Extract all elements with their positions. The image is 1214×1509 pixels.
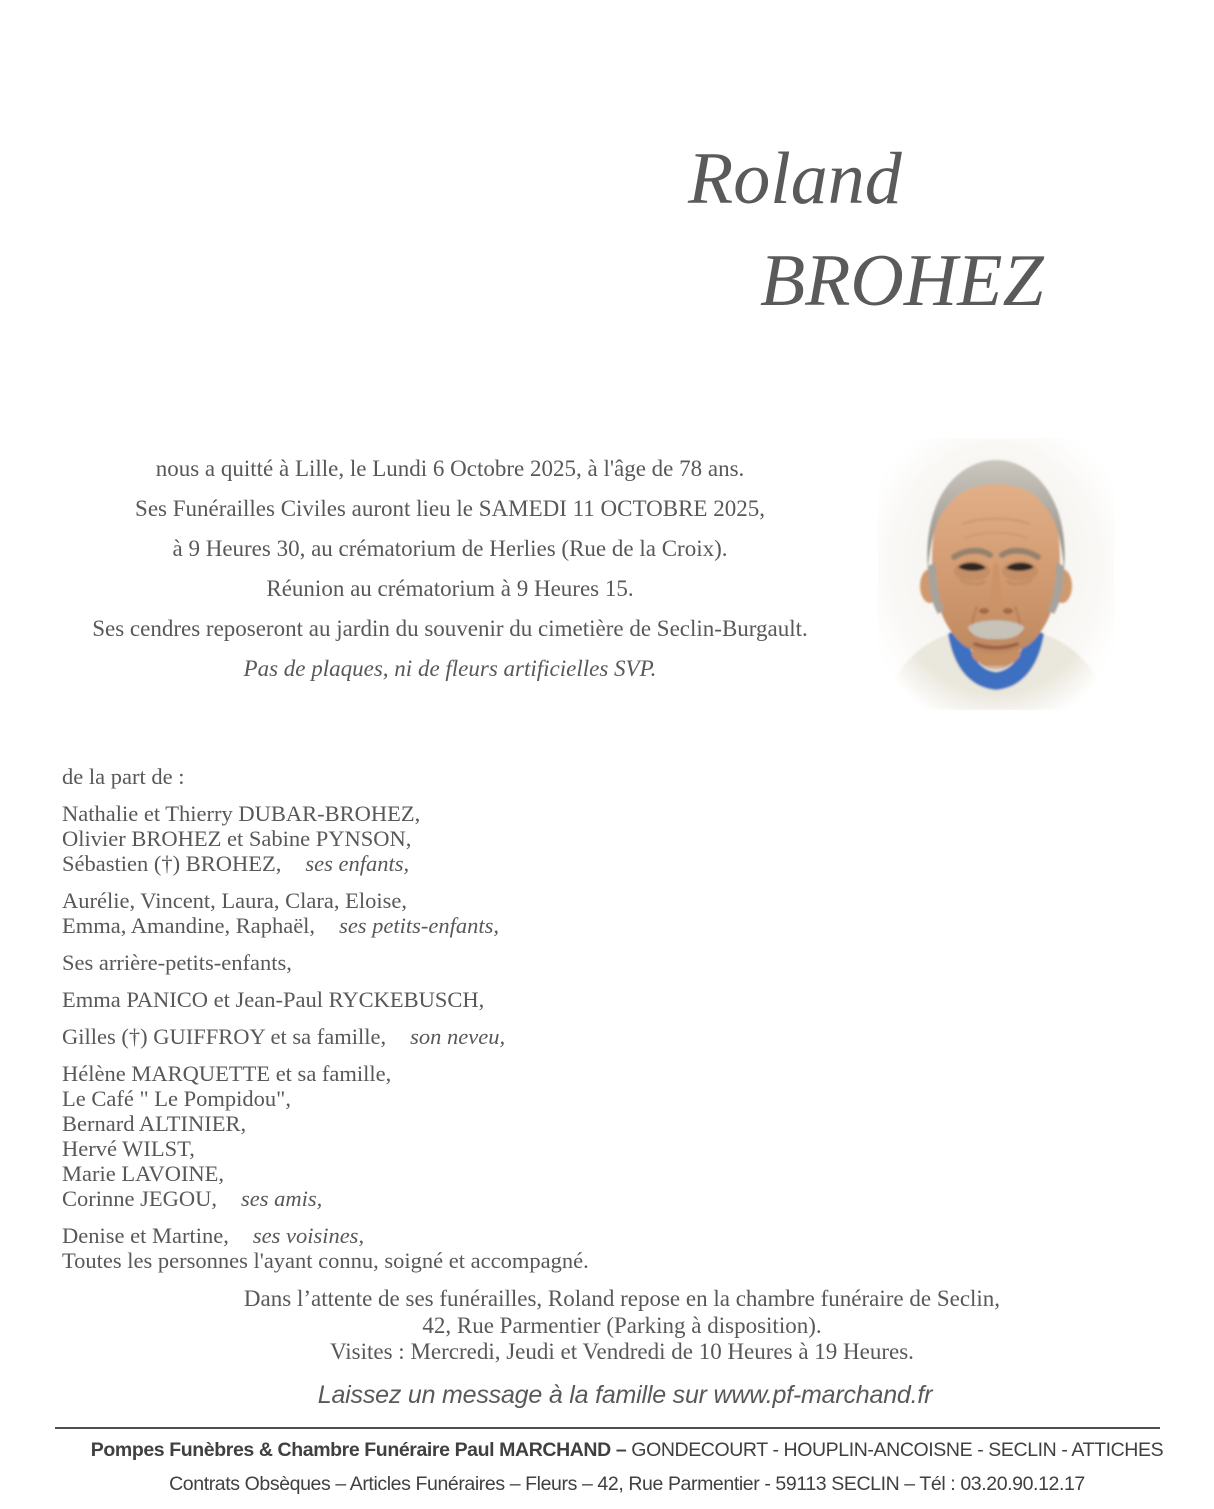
portrait-photo [878, 438, 1114, 710]
family-line [62, 1024, 822, 1049]
closing-line: Dans l’attente de ses funérailles, Roland repose en la chambre funéraire de Seclin, [243, 1286, 1001, 1311]
deceased-last-name: BROHEZ [760, 240, 1044, 322]
closing-block [15, 1286, 1214, 1366]
family-line [62, 913, 822, 938]
family-group-grandchildren [62, 888, 822, 938]
family-line: Marie LAVOINE, [62, 1161, 225, 1186]
family-name: Emma, Amandine, Raphaël, [62, 913, 316, 938]
family-name: Denise et Martine, [62, 1223, 229, 1248]
deceased-name-title [688, 128, 1044, 332]
announcement-line: Réunion au crématorium à 9 Heures 15. [266, 576, 634, 601]
announcement-line: nous a quitté à Lille, le Lundi 6 Octobre 2025, à l'âge de 78 ans. [155, 456, 745, 481]
family-line: Toutes les personnes l'ayant connu, soigné et accompagné. [62, 1248, 589, 1273]
footer-divider [55, 1427, 1160, 1429]
closing-line: 42, Rue Parmentier (Parking à disposition). [422, 1312, 822, 1338]
family-line [62, 851, 822, 876]
footer-line-1 [40, 1438, 1214, 1462]
family-line: Bernard ALTINIER, [62, 1111, 247, 1136]
closing-line: Visites : Mercredi, Jeudi et Vendredi de 10 Heures à 19 Heures. [330, 1339, 914, 1364]
family-line: Hervé WILST, [62, 1136, 195, 1161]
relation-label: ses petits-enfants, [339, 913, 500, 938]
family-line: Le Café " Le Pompidou", [62, 1086, 291, 1111]
family-line: Nathalie et Thierry DUBAR-BROHEZ, [62, 801, 421, 826]
funeral-home-name: Pompes Funèbres & Chambre Funéraire Paul MARCHAND – [90, 1439, 627, 1461]
relation-label: son neveu, [410, 1024, 506, 1049]
family-name: Sébastien (†) BROHEZ, [62, 851, 282, 876]
announcement-line: Ses cendres reposeront au jardin du souvenir du cimetière de Seclin-Burgault. [92, 616, 808, 641]
family-line: Emma PANICO et Jean-Paul RYCKEBUSCH, [62, 987, 485, 1012]
relation-label: ses enfants, [305, 851, 410, 876]
family-name: Corinne JEGOU, [62, 1186, 217, 1211]
family-group-friends [62, 1061, 822, 1211]
deceased-first-name: Roland [688, 138, 902, 220]
family-intro: de la part de : [62, 764, 185, 789]
family-line: Olivier BROHEZ et Sabine PYNSON, [62, 826, 412, 851]
family-line: Aurélie, Vincent, Laura, Clara, Eloise, [62, 888, 407, 913]
funeral-home-cities: GONDECOURT - HOUPLIN-ANCOISNE - SECLIN - ATTICHES [631, 1439, 1164, 1461]
family-group-children [62, 801, 822, 876]
portrait-illustration [878, 438, 1114, 710]
family-line: Hélène MARQUETTE et sa famille, [62, 1061, 392, 1086]
funeral-home-footer [40, 1438, 1214, 1496]
family-group-neighbors [62, 1223, 822, 1273]
relation-label: ses voisines, [252, 1223, 365, 1248]
announcement-line-no-flowers: Pas de plaques, ni de fleurs artificielles SVP. [243, 656, 657, 681]
footer-line-2: Contrats Obsèques – Articles Funéraires – Fleurs – 42, Rue Parmentier - 59113 SECLIN – Tél : 03.20.90.12.17 [169, 1473, 1085, 1495]
family-line [62, 1186, 822, 1211]
family-line: Ses arrière-petits-enfants, [62, 950, 292, 975]
announcement-block [40, 449, 860, 689]
announcement-line: à 9 Heures 30, au crématorium de Herlies (Rue de la Croix). [172, 536, 728, 561]
family-message-line: Laissez un message à la famille sur www.pf-marchand.fr [317, 1381, 933, 1409]
family-name: Gilles (†) GUIFFROY et sa famille, [62, 1024, 387, 1049]
family-group-great-grandchildren [62, 950, 822, 975]
family-list [62, 764, 822, 1285]
family-group-nephew [62, 1024, 822, 1049]
relation-label: ses amis, [240, 1186, 323, 1211]
announcement-line: Ses Funérailles Civiles auront lieu le SAMEDI 11 OCTOBRE 2025, [135, 496, 765, 521]
family-group-panico-ryckebusch [62, 987, 822, 1012]
family-line [62, 1223, 822, 1248]
